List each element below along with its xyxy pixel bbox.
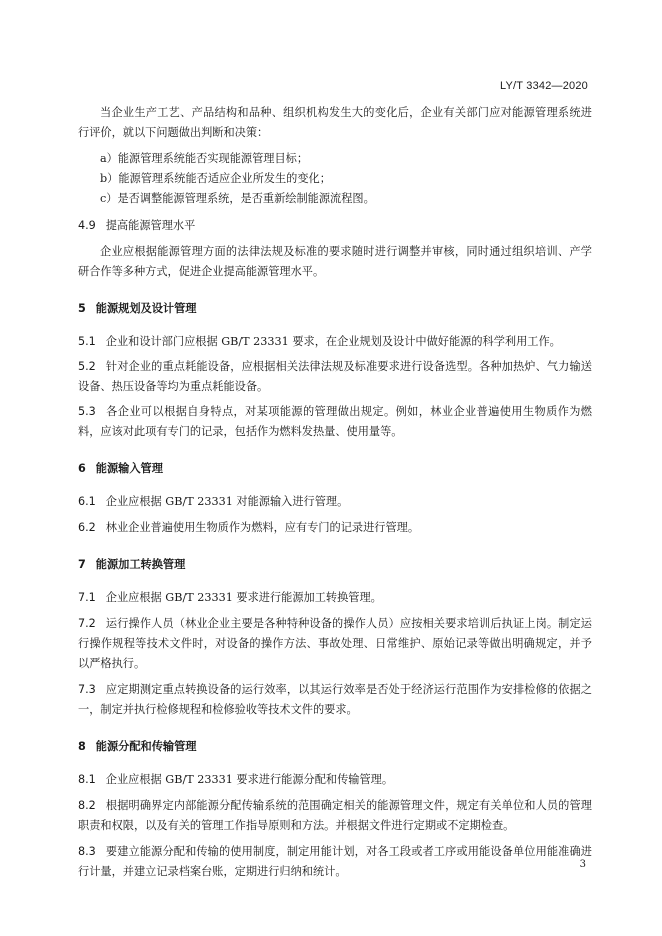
clause-text: 企业应根据 GB/T 23331 对能源输入进行管理。: [105, 495, 349, 508]
clause-8-1: [78, 770, 592, 790]
clause-text: 各企业可以根据自身特点，对某项能源的管理做出规定。例如，林业企业普遍使用生物质作为燃料，应该对此项有专门的记录，包括作为燃料发热量、使用量等。: [78, 405, 592, 438]
section-title: 能源输入管理: [95, 462, 163, 475]
clause-5-1: [78, 332, 592, 352]
clause-number: 6.1: [78, 495, 96, 508]
clause-number: 8.2: [78, 799, 96, 812]
intro-paragraph: 当企业生产工艺、产品结构和品种、组织机构发生大的变化后，企业有关部门应对能源管理系统进行评价，就以下问题做出判断和决策：: [78, 106, 592, 139]
clause-8-3: [78, 842, 592, 882]
clause-number: 7.2: [78, 617, 96, 630]
clause-6-1: [78, 492, 592, 512]
clause-number: 5.1: [78, 335, 96, 348]
clause-number: 5.2: [78, 360, 96, 373]
intro-list-item-a: a）能源管理系统能否实现能源管理目标；: [100, 152, 309, 165]
section-number: 8: [78, 740, 86, 753]
clause-8-2: [78, 796, 592, 836]
clause-6-2: [78, 518, 592, 538]
section-number: 6: [78, 462, 86, 475]
clause-text: 根据明确界定内部能源分配传输系统的范围确定相关的能源管理文件，规定有关单位和人员的管理职责和权限，以及有关的管理工作指导原则和方法。并根据文件进行定期或不定期检查。: [78, 799, 592, 832]
clause-number: 6.2: [78, 521, 96, 534]
section-8-heading: [78, 737, 592, 757]
clause-text: 要建立能源分配和传输的使用制度，制定用能计划，对各工段或者工序或用能设备单位用能准确进行计量，并建立记录档案台账，定期进行归纳和统计。: [78, 845, 592, 878]
clause-text: 针对企业的重点耗能设备，应根据相关法律法规及标准要求进行设备选型。各种加热炉、气力输送设备、热压设备等均为重点耗能设备。: [78, 360, 592, 393]
page-number: 3: [579, 859, 586, 870]
section-title: 能源规划及设计管理: [95, 302, 197, 315]
clause-number: 8.1: [78, 773, 96, 786]
clause-number: 7.3: [78, 683, 96, 696]
section-7-heading: [78, 555, 592, 575]
intro-list-item-b: b）能源管理系统能否适应企业所发生的变化；: [100, 172, 331, 185]
intro-list-item-c: c）是否调整能源管理系统，是否重新绘制能源流程图。: [100, 192, 375, 205]
clause-4-9-heading: [78, 216, 592, 236]
clause-number: 8.3: [78, 845, 96, 858]
clause-text: 企业应根据 GB/T 23331 要求进行能源分配和传输管理。: [105, 773, 394, 786]
section-title: 能源分配和传输管理: [95, 740, 197, 753]
document-body: [78, 103, 592, 882]
section-number: 5: [78, 302, 86, 315]
clause-text: 企业和设计部门应根据 GB/T 23331 要求，在企业规划及设计中做好能源的科学利用工作。: [105, 335, 561, 348]
clause-text: 企业应根据 GB/T 23331 要求进行能源加工转换管理。: [105, 591, 382, 604]
clause-title: 提高能源管理水平: [105, 219, 196, 232]
clause-number: 7.1: [78, 591, 96, 604]
clause-5-2: [78, 357, 592, 397]
clause-text: 应定期测定重点转换设备的运行效率，以其运行效率是否处于经济运行范围作为安排检修的依据之一，制定并执行检修规程和检修验收等技术文件的要求。: [78, 683, 592, 716]
clause-4-9-text: 企业应根据能源管理方面的法律法规及标准的要求随时进行调整并审核，同时通过组织培训、产学研合作等多种方式，促进企业提高能源管理水平。: [78, 245, 592, 278]
clause-number: 5.3: [78, 405, 96, 418]
document-code: LY/T 3342—2020: [499, 80, 588, 92]
section-5-heading: [78, 299, 592, 319]
clause-text: 运行操作人员（林业企业主要是各种特种设备的操作人员）应按相关要求培训后执证上岗。制定运行操作规程等技术文件时，对设备的操作方法、事故处理、日常维护、原始记录等做出明确规定，并予以严格执行。: [78, 617, 592, 670]
clause-7-2: [78, 614, 592, 674]
clause-7-1: [78, 588, 592, 608]
section-number: 7: [78, 558, 86, 571]
section-6-heading: [78, 459, 592, 479]
section-title: 能源加工转换管理: [95, 558, 186, 571]
clause-7-3: [78, 680, 592, 720]
clause-number: 4.9: [78, 219, 96, 232]
clause-text: 林业企业普遍使用生物质作为燃料，应有专门的记录进行管理。: [105, 521, 420, 534]
clause-5-3: [78, 402, 592, 442]
